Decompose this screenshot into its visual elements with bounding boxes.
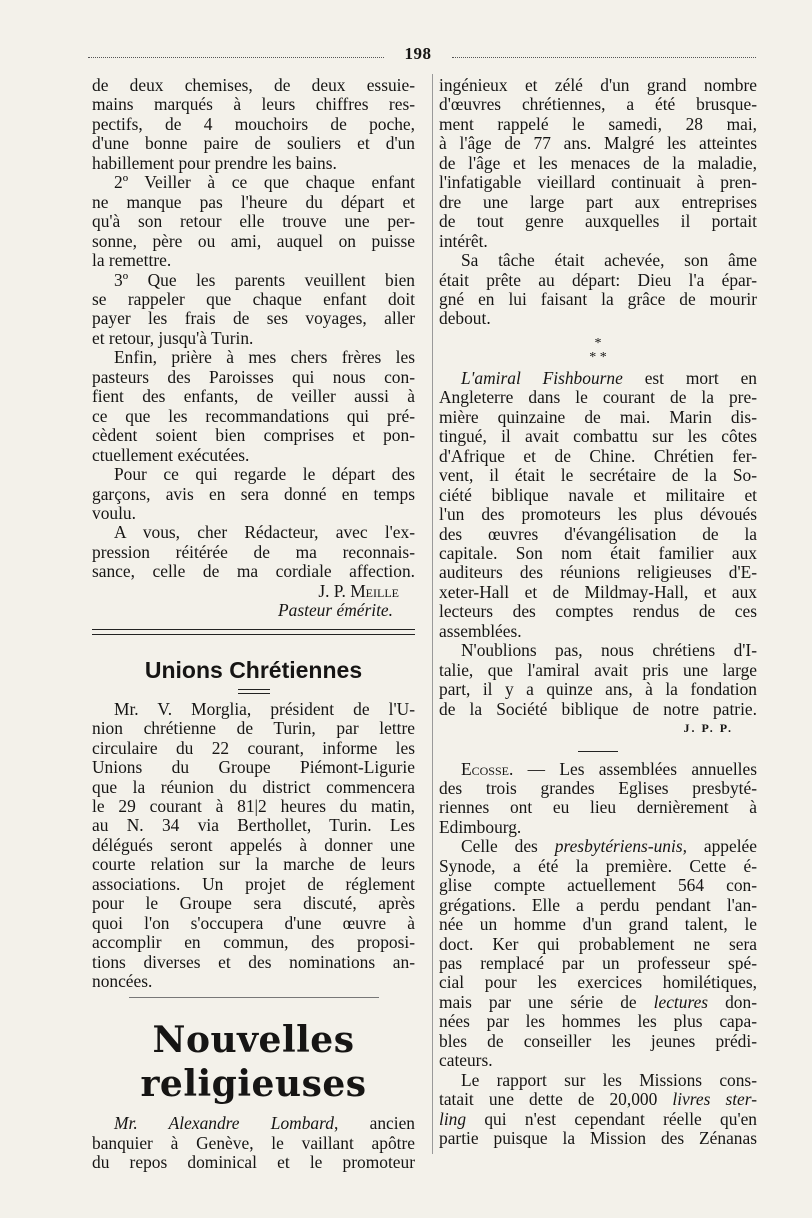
paragraph-presbyteriens — [439, 837, 757, 1070]
text-fragment-italic: ling — [439, 1109, 467, 1129]
text-line: grégations. Elle a perdu pendant l'an- — [439, 895, 757, 915]
paragraph-point-3 — [92, 271, 415, 349]
text-line: à l'âge de 77 ans. Malgré les atteintes — [439, 134, 757, 154]
text-fragment-italic: presbytériens-unis, — [554, 837, 687, 857]
section-title-unions: Unions Chrétiennes — [144, 656, 363, 683]
text-line — [439, 1110, 757, 1129]
right-column — [432, 74, 757, 1154]
text-line — [439, 760, 757, 779]
text-line: de l'âge et les menaces de la maladie, — [439, 153, 757, 173]
person-name: L'amiral Fishbourne — [461, 368, 623, 388]
signature-title: Pasteur émérite. — [278, 601, 393, 621]
text-line: Le rapport sur les Missions cons- — [461, 1070, 757, 1090]
paragraph-point-2 — [92, 173, 415, 270]
text-line: mière quinzaine de mai. Marin dis- — [439, 407, 757, 427]
text-fragment: qui n'est cependant réelle qu'en — [466, 1109, 757, 1129]
text-line: d'Afrique et de Chine. Chrétien fer- — [439, 446, 757, 466]
text-line: pour le Groupe sera discuté, après — [92, 894, 415, 914]
paragraph-tache — [439, 251, 757, 329]
title-underline — [238, 689, 270, 694]
text-fragment: , ancien — [333, 1114, 415, 1134]
text-line: ingénieux et zélé d'un grand nombre — [439, 76, 757, 95]
text-fragment-italic: lectures — [653, 992, 709, 1012]
text-line: de deux chemises, de deux essuie- — [92, 76, 415, 95]
person-name: Mr. Alexandre Lombard — [114, 1114, 334, 1134]
paragraph-rapport — [439, 1071, 757, 1149]
text-line — [439, 993, 757, 1012]
text-line: d'œuvres chrétiennes, a été brusque- — [439, 95, 757, 115]
section-title-nouvelles: Nouvelles religieuses — [140, 1019, 367, 1106]
text-line: cateurs. — [439, 1051, 493, 1071]
text-line: la remettre. — [92, 251, 172, 271]
section-double-rule — [92, 629, 415, 635]
text-line — [439, 369, 757, 388]
asterism-separator — [439, 337, 757, 365]
text-line: tingué, il avait combattu sur les côtes — [439, 427, 757, 447]
text-line: pectifs, de 4 mouchoirs de poche, — [92, 114, 415, 134]
text-line: associations. Un projet de réglement — [92, 874, 415, 894]
text-line: de la Société biblique de notre patrie. — [439, 699, 757, 719]
text-line: Sa tâche était achevée, son âme — [461, 251, 757, 271]
text-line: assemblées. — [439, 621, 522, 641]
paragraph-fishbourne — [439, 369, 757, 641]
text-fragment: appelée — [686, 837, 757, 857]
text-line: A vous, cher Rédacteur, avec l'ex- — [114, 523, 415, 543]
text-line: capitale. Son nom était familier aux — [439, 543, 757, 563]
text-line: habillement pour prendre les bains. — [92, 153, 337, 173]
text-line: Angleterre dans le courant de la pre- — [439, 388, 757, 408]
text-line: circulaire du 22 courant, informe les — [92, 738, 415, 758]
text-line: Unions du Groupe Piémont-Ligurie — [92, 758, 415, 778]
text-line: au N. 34 via Berthollet, Turin. Les — [92, 816, 415, 836]
text-line: Mr. V. Morglia, président de l'U- — [114, 699, 415, 719]
text-line: payer les frais de ses voyages, aller — [92, 309, 415, 329]
text-line: pas remplacé par un professeur spé- — [439, 954, 757, 974]
text-line: quoi l'on s'occupera d'une œuvre à — [92, 913, 415, 933]
author-initials: J. P. P. — [683, 721, 733, 736]
text-line: bles de conseiller les jeunes prédi- — [439, 1031, 757, 1051]
text-line — [92, 1114, 415, 1133]
text-line: gné en lui faisant la grâce de mourir — [439, 289, 757, 309]
text-line: 3º Que les parents veuillent bien — [114, 270, 415, 290]
text-fragment-italic: livres ster- — [672, 1090, 757, 1110]
paragraph-enfin — [92, 348, 415, 465]
text-line: nion chrétienne de Turin, par lettre — [92, 719, 415, 739]
text-line: vent, il était le secrétaire de la So- — [439, 466, 757, 486]
text-line: ment rappelé le samedi, 28 mai, — [439, 114, 757, 134]
text-line: ce que les recommandations qui pré- — [92, 406, 415, 426]
short-separator-rule — [578, 751, 618, 752]
text-line: intérêt. — [439, 231, 488, 251]
text-line: l'infatigable vieillard continuait à pren- — [439, 173, 757, 193]
text-line: cèdent soient bien comprises et pon- — [92, 426, 415, 446]
text-line: N'oublions pas, nous chrétiens d'I- — [461, 641, 757, 661]
text-line: délégués seront appelés à donner une — [92, 835, 415, 855]
section-thin-rule — [129, 997, 379, 998]
page-number: 198 — [404, 44, 432, 63]
text-line: ctuellement exécutées. — [92, 445, 250, 465]
text-line: mains marqués à leurs chiffres res- — [92, 95, 415, 115]
paragraph-unions — [92, 700, 415, 992]
text-line: était prête au départ: Dieu l'a épar- — [439, 270, 757, 290]
text-fragment: Celle des — [461, 837, 555, 857]
text-line: auditeurs des réunions religieuses d'E- — [439, 563, 757, 583]
text-line: noncées. — [92, 972, 153, 992]
text-line: née un homme d'un grand talent, le — [439, 915, 757, 935]
text-line: sonne, père ou ami, auquel on puisse — [92, 231, 415, 251]
text-line: glise compte actuellement 564 con- — [439, 876, 757, 896]
text-line: l'un des promoteurs les plus dévoués — [439, 505, 757, 525]
text-fragment: — Les assemblées annuelles — [513, 759, 757, 779]
text-line: lecteurs des comptes rendus de ces — [439, 602, 757, 622]
text-line: 2º Veiller à ce que chaque enfant — [114, 173, 415, 193]
text-line: Enfin, prière à mes chers frères les — [114, 348, 415, 368]
text-line: voulu. — [92, 503, 136, 523]
text-line: d'une bonne paire de souliers et d'un — [92, 134, 415, 154]
paragraph-closing — [92, 523, 415, 581]
text-fragment: tatait une dette de 20,000 — [439, 1090, 673, 1110]
text-line: dre une large part aux entreprises — [439, 192, 757, 212]
text-fragment: mais par une série de — [439, 992, 654, 1012]
text-line: que la réunion du district commencera — [92, 777, 415, 797]
text-line: tions diverses et des nominations an- — [92, 952, 415, 972]
text-line: accomplir en commun, des proposi- — [92, 933, 415, 953]
text-line: de tout genre auxquelles il portait — [439, 212, 757, 232]
text-line: des œuvres d'évangélisation de la — [439, 524, 757, 544]
text-line: part, il y a quinze ans, à la fondation — [439, 680, 757, 700]
text-line: ciété biblique navale et militaire et — [439, 485, 757, 505]
signature-name: J. P. Meille — [318, 581, 399, 601]
text-line: courte relation sur la marche de leurs — [92, 855, 415, 875]
text-line: debout. — [439, 309, 491, 329]
text-line: banquier à Genève, le vaillant apôtre — [92, 1133, 415, 1153]
text-line: partie puisque la Mission des Zénanas — [439, 1129, 757, 1149]
asterism-bottom: * * — [589, 349, 607, 365]
paragraph-oublions — [439, 641, 757, 719]
text-line: garçons, avis en sera donné en temps — [92, 484, 415, 504]
paragraph-clothing-list — [92, 76, 415, 173]
text-line: doct. Ker qui probablement ne sera — [439, 934, 757, 954]
text-line: fient des enfants, de veiller aussi à — [92, 387, 415, 407]
text-line: Pour ce qui regarde le départ des — [114, 465, 415, 485]
paragraph-lombard-continued — [439, 76, 757, 251]
paragraph-lombard — [92, 1114, 415, 1172]
header-dotted-rule-left — [88, 57, 384, 58]
text-line — [439, 1090, 757, 1109]
text-fragment: est mort en — [622, 368, 757, 388]
left-column — [92, 76, 415, 1173]
text-fragment: don- — [708, 992, 757, 1012]
text-line: Synode, a été la première. Cette é- — [439, 856, 757, 876]
text-line: talie, que l'amiral avait pris une large — [439, 660, 757, 680]
text-line: Edimbourg. — [439, 817, 522, 837]
text-line: pression réitérée de ma reconnais- — [92, 542, 415, 562]
header-dotted-rule-right — [452, 57, 756, 58]
text-line: le 29 courant à 81|2 heures du matin, — [92, 796, 415, 816]
text-line: nées par les hommes les plus capa- — [439, 1012, 757, 1032]
country-label: Ecosse. — [461, 759, 514, 779]
text-line: qu'à son retour elle trouve une per- — [92, 212, 415, 232]
page-header — [88, 44, 756, 70]
text-line: et retour, jusqu'à Turin. — [92, 328, 254, 348]
text-line: sance, celle de ma cordiale affection. — [92, 562, 415, 582]
text-line: cial pour les exercices homilétiques, — [439, 973, 757, 993]
text-line: xeter-Hall et de Mildmay-Hall, et aux — [439, 582, 757, 602]
paragraph-ecosse — [439, 760, 757, 838]
text-line: ne manque pas l'heure du départ et — [92, 192, 415, 212]
text-line: riennes ont eu lieu dernièrement à — [439, 798, 757, 818]
text-line: pasteurs des Paroisses qui nous con- — [92, 367, 415, 387]
asterism-top: * — [594, 335, 602, 351]
text-line: se rappeler que chaque enfant doit — [92, 289, 415, 309]
text-line — [439, 837, 757, 856]
text-line: du repos dominical et le promoteur — [92, 1153, 415, 1173]
paragraph-garcons — [92, 465, 415, 523]
text-line: des trois grandes Eglises presbyté- — [439, 778, 757, 798]
